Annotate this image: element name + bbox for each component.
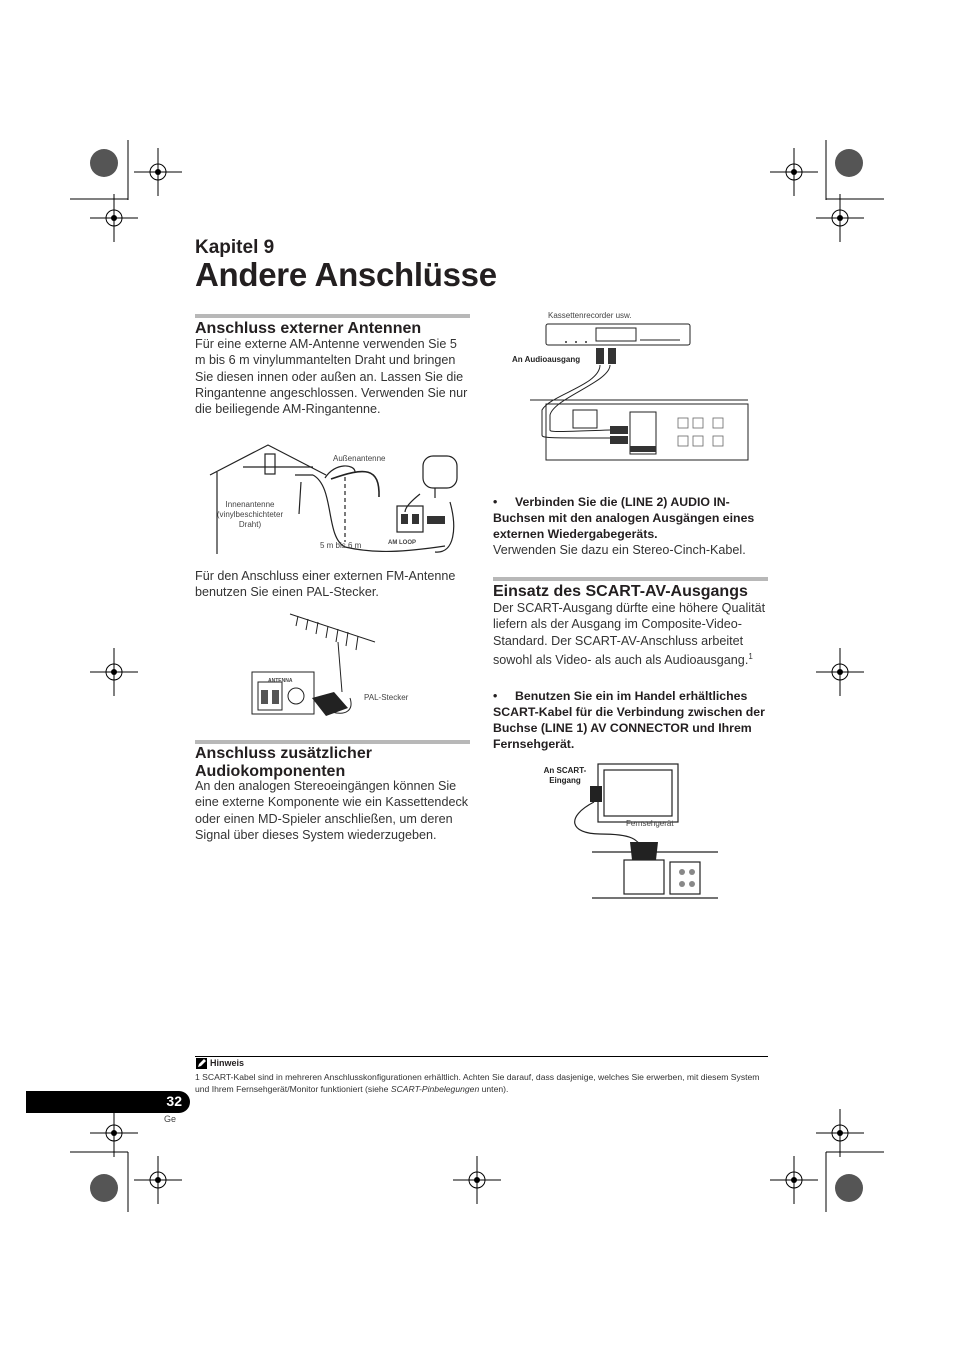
- am-length-label: 5 m bis 6 m: [320, 541, 362, 550]
- am-outdoor-label: Außenantenne: [333, 454, 386, 463]
- am-indoor-label: Innenantenne (vinylbeschichteter Draht): [216, 500, 284, 529]
- fm-plug-label: PAL-Stecker: [364, 693, 409, 702]
- tv-label: Fernsehgerät: [626, 819, 674, 828]
- footnote-text: 1 SCART-Kabel sind in mehreren Anschlusskonfigurationen erhältlich. Achten Sie darauf, dass dasjenige, welches Sie erwerben, mit diesem System und Ihrem Fernsehgerät/Monitor funktioniert (siehe SCART-Pinbelegungen unten).: [195, 1072, 760, 1094]
- footnote-rule: [195, 1056, 768, 1057]
- cassette-output-label: An Audioausgang: [512, 355, 581, 364]
- fm-antenna-diagram: [250, 612, 420, 724]
- cassette-device-label: Kassettenrecorder usw.: [548, 311, 632, 320]
- section-rule: [195, 314, 470, 318]
- note-pencil-icon: [196, 1058, 207, 1069]
- audio-bullet-note: Verwenden Sie dazu ein Stereo-Cinch-Kabel.: [493, 543, 746, 557]
- section-heading-scart: Einsatz des SCART-AV-Ausgangs: [493, 583, 748, 600]
- chapter-label: Kapitel 9: [195, 237, 275, 258]
- audio-bullet: • Verbinden Sie die (LINE 2) AUDIO IN-Buchsen mit den analogen Ausgängen eines externen Wiedergabegeräts.: [493, 495, 755, 541]
- fm-paragraph: Für den Anschluss einer externen FM-Antenne benutzen Sie einen PAL-Stecker.: [195, 569, 456, 600]
- section-rule: [195, 740, 470, 744]
- footnote-ref: 1: [748, 651, 753, 661]
- audio-paragraph: An den analogen Stereoeingängen können Sie eine externe Komponente wie ein Kassettendeck oder einen MD-Spieler anschließen, um deren Signal über dieses System wiederzugeben.: [195, 779, 469, 842]
- antennas-paragraph: Für eine externe AM-Antenne verwenden Sie 5 m bis 6 m vinylummantelten Draht und bringen Sie diesen innen oder außen an. Lassen Sie die Ringantenne angeschlossen. Verwenden Sie nur die beiliegende AM-Ringantenne.: [195, 337, 468, 417]
- cassette-connection-diagram: [510, 320, 750, 465]
- fm-antenna-port-label: ANTENNA: [268, 678, 293, 684]
- tv-scart-input-label: An SCART- Eingang: [543, 766, 587, 785]
- page-title: Andere Anschlüsse: [195, 256, 497, 293]
- section-rule: [493, 577, 768, 581]
- page-number: 32: [166, 1093, 182, 1109]
- scart-bullet: • Benutzen Sie ein im Handel erhältliches SCART-Kabel für die Verbindung zwischen der Buchse (LINE 1) AV CONNECTOR und Ihrem Fernsehgerät.: [493, 689, 765, 751]
- footnote-heading: Hinweis: [210, 1058, 245, 1068]
- am-loop-port-label: AM LOOP: [388, 540, 416, 546]
- section-heading-antennas: Anschluss externer Antennen: [195, 320, 422, 337]
- scart-paragraph: Der SCART-Ausgang dürfte eine höhere Qualität liefern als der Ausgang im Composite-Video-Standard. Der SCART-AV-Anschluss arbeitet sowohl als Video- als auch als Audioausgang.$^1$: [493, 601, 766, 668]
- section-heading-audio: Anschluss zusätzlicher Audiokomponenten: [195, 745, 372, 780]
- page-language: Ge: [163, 1114, 176, 1124]
